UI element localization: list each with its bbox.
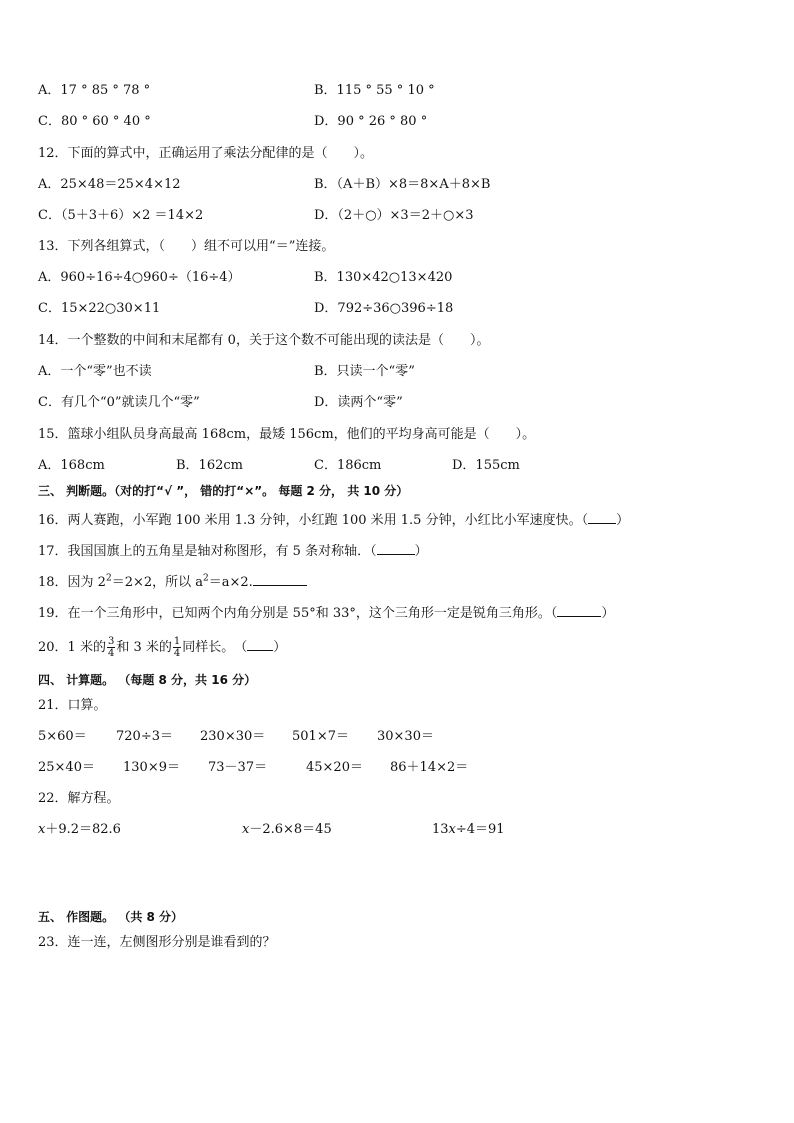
q18-exponent-1: 2 [105,573,112,584]
q13-stem: 13．下列各组算式，（ ）组不可以用“＝”连接。 [38,239,335,254]
q21-calc-2-2: 130×9＝ [123,760,180,775]
q12-stem: 12．下面的算式中，正确运用了乘法分配律的是（ ）。 [38,146,374,161]
q22-equation-3: 13𝑥÷4＝91 [432,822,505,837]
q14-option-b: B．只读一个“零” [314,364,415,379]
q22-stem: 22．解方程。 [38,791,120,806]
q20-text-c: 同样长。 （ [182,640,248,655]
q21-calc-1-3: 230×30＝ [200,729,266,744]
q21-calc-2-3: 73－37＝ [208,760,268,775]
q20-text-b: 和 3 米的 [116,640,172,655]
q20-fraction-2 [173,636,181,659]
q20-fraction-2-denominator: 4 [173,648,181,659]
q18-answer-blank[interactable] [253,571,307,586]
q18-exponent-2: 2 [203,573,209,584]
q14-stem: 14．一个整数的中间和末尾都有 0，关于这个数不可能出现的读法是（ ）。 [38,333,490,348]
q14-option-d: D．读两个“零” [314,395,403,410]
q20-fraction-1-numerator: 3 [107,636,115,647]
q20-fraction-2-numerator: 1 [173,636,181,647]
q17-answer-blank[interactable] [377,540,415,555]
q12-option-a: A．25×48＝25×4×12 [38,177,181,192]
q18-text-b: ＝2×2，所以 a [111,575,204,590]
q11-option-b: B．115 ° 55 ° 10 ° [314,83,435,98]
q18-text-a: 18．因为 2 [38,575,106,590]
q14-option-c: C．有几个“0”就读几个“零” [38,395,200,410]
q22-equation-2: 𝑥－2.6×8＝45 [242,822,332,837]
q13-option-a: A．960÷16÷4○960÷（16÷4） [38,270,241,285]
q12-option-d: D．（2＋○）×3＝2＋○×3 [314,208,474,223]
q16-text: 16．两人赛跑，小军跑 100 米用 1.3 分钟，小红跑 100 米用 1.5 分钟，小红比小军速度快。（ [38,513,589,528]
q21-calc-2-4: 45×20＝ [306,760,363,775]
section-4-heading: 四、 计算题。 （每题 8 分，共 16 分） [38,673,257,687]
q20-text-a: 20．1 米的 [38,640,106,655]
q19-text-end: ） [601,606,615,621]
q16-text-end: ） [616,513,630,528]
q11-option-a: A．17 ° 85 ° 78 ° [38,83,151,98]
q13-option-c: C．15×22○30×11 [38,301,161,316]
q19-text: 19．在一个三角形中，已知两个内角分别是 55°和 33°，这个三角形一定是锐角三角形。（ [38,606,558,621]
q21-calc-2-5: 86＋14×2＝ [390,760,469,775]
q18 [38,571,307,592]
q12-option-b: B．（A＋B）×8＝8×A＋8×B [314,177,491,192]
q20-text-d: ） [273,640,287,655]
q21-calc-1-4: 501×7＝ [292,729,349,744]
q15-option-c: C．186cm [314,458,382,473]
q20-answer-blank[interactable] [247,636,273,651]
q21-calc-2-1: 25×40＝ [38,760,95,775]
section-5-heading: 五、 作图题。 （共 8 分） [38,910,184,924]
q20-fraction-1 [107,636,115,659]
q13-option-d: D．792÷36○396÷18 [314,301,454,316]
q16-answer-blank[interactable] [588,509,616,524]
q15-option-b: B．162cm [176,458,243,473]
q21-calc-1-2: 720÷3＝ [116,729,173,744]
q17 [38,540,428,561]
q14-option-a: A．一个“零”也不读 [38,364,152,379]
q18-text-c: ＝a×2. [208,575,253,590]
q20 [38,635,286,661]
q16 [38,509,629,530]
q11-option-d: D．90 ° 26 ° 80 ° [314,114,428,129]
section-3-heading: 三、 判断题。（对的打“√ ”， 错的打“×”。 每题 2 分， 共 10 分） [38,484,409,498]
q23-stem: 23．连一连，左侧图形分别是谁看到的？ [38,935,276,950]
q13-option-b: B．130×42○13×420 [314,270,453,285]
q22-equation-1: 𝑥＋9.2＝82.6 [38,822,121,837]
q17-text: 17．我国国旗上的五角星是轴对称图形，有 5 条对称轴．（ [38,544,377,559]
q17-text-end: ） [414,544,428,559]
q15-option-a: A．168cm [38,458,105,473]
q19-answer-blank[interactable] [557,602,601,617]
q11-option-c: C．80 ° 60 ° 40 ° [38,114,151,129]
q21-calc-1-1: 5×60＝ [38,729,87,744]
q21-stem: 21．口算。 [38,698,107,713]
q21-calc-1-5: 30×30＝ [377,729,434,744]
q12-option-c: C．（5＋3＋6）×2 ＝14×2 [38,208,204,223]
q19 [38,602,614,623]
q15-stem: 15．篮球小组队员身高最高 168cm，最矮 156cm，他们的平均身高可能是（ ）。 [38,427,536,442]
q20-fraction-1-denominator: 4 [107,648,115,659]
q15-option-d: D．155cm [452,458,520,473]
